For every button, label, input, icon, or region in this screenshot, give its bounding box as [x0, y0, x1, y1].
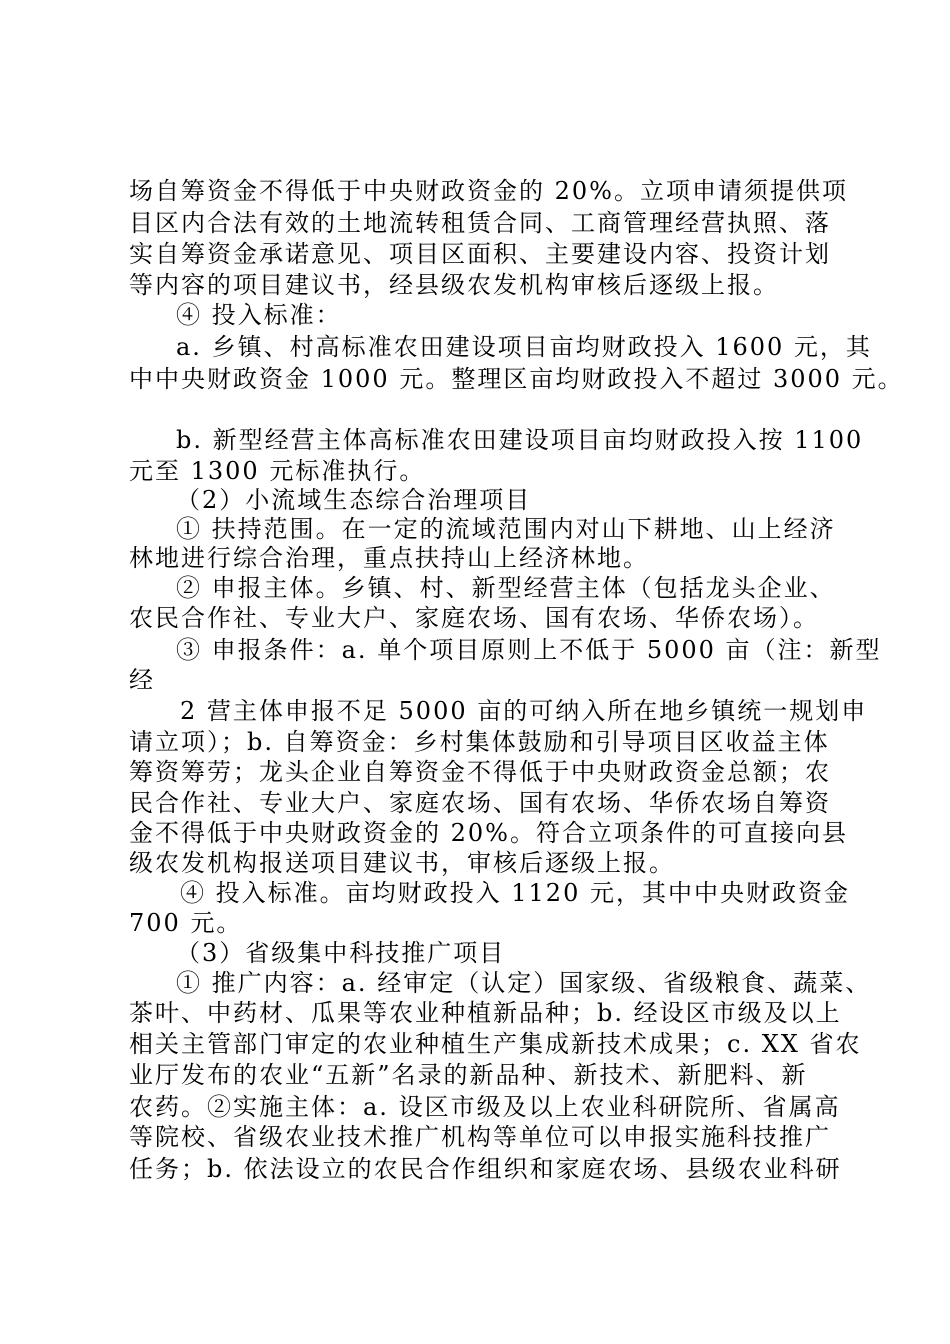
text-line: ④ 投入标准： [176, 301, 342, 329]
text-line: 等院校、省级农业技术推广机构等单位可以申报实施科技推广 [129, 1123, 831, 1151]
text-line: 实自筹资金承诺意见、项目区面积、主要建设内容、投资计划 [129, 240, 831, 268]
text-line: 元至 1300 元标准执行。 [129, 457, 426, 485]
text-line: a. 乡镇、村高标准农田建设项目亩均财政投入 1600 元，其 [176, 333, 872, 361]
text-line: 任务；b. 依法设立的农民合作组织和家庭农场、县级农业科研 [129, 1155, 842, 1183]
text-line: ③ 申报条件：a. 单个项目原则上不低于 5000 亩（注：新型 [176, 636, 882, 664]
text-line: 相关主管部门审定的农业种植生产集成新技术成果；c. XX 省农 [129, 1030, 862, 1058]
text-line: 请立项）；b. 自筹资金：乡村集体鼓励和引导项目区收益主体 [129, 728, 830, 756]
text-line: （3）省级集中科技推广项目 [176, 939, 506, 967]
text-line: 金不得低于中央财政资金的 20%。符合立项条件的可直接向县 [129, 819, 848, 847]
text-line: 林地进行综合治理，重点扶持山上经济林地。 [129, 544, 649, 572]
text-line: 目区内合法有效的土地流转租赁合同、工商管理经营执照、落 [129, 209, 831, 237]
text-line: 农药。②实施主体：a. 设区市级及以上农业科研院所、省属高 [129, 1093, 841, 1121]
text-line: 经 [129, 666, 155, 694]
text-line: 等内容的项目建议书，经县级农发机构审核后逐级上报。 [129, 271, 779, 299]
text-line: （2）小流域生态综合治理项目 [176, 486, 532, 514]
text-line: 700 元。 [129, 909, 243, 937]
text-line: 中中央财政资金 1000 元。整理区亩均财政投入不超过 3000 元。 [129, 365, 904, 393]
text-line: 业厅发布的农业“五新”名录的新品种、新技术、新肥料、新 [129, 1061, 808, 1089]
text-line: 级农发机构报送项目建议书，审核后逐级上报。 [129, 849, 675, 877]
text-line: b. 新型经营主体高标准农田建设项目亩均财政投入按 1100 [176, 426, 864, 454]
text-line: ① 扶持范围。在一定的流域范围内对山下耕地、山上经济 [176, 515, 836, 543]
text-line: ④ 投入标准。亩均财政投入 1120 元，其中中央财政资金 [180, 879, 850, 907]
text-line: ① 推广内容：a. 经审定（认定）国家级、省级粮食、蔬菜、 [176, 969, 872, 997]
text-line: 2 营主体申报不足 5000 亩的可纳入所在地乡镇统一规划申 [180, 697, 868, 725]
text-line: ② 申报主体。乡镇、村、新型经营主体（包括龙头企业、 [176, 574, 836, 602]
text-line: 场自筹资金不得低于中央财政资金的 20%。立项申请须提供项 [129, 177, 848, 205]
text-line: 民合作社、专业大户、家庭农场、国有农场、华侨农场自筹资 [129, 789, 831, 817]
text-line: 筹资筹劳；龙头企业自筹资金不得低于中央财政资金总额；农 [129, 758, 831, 786]
text-line: 茶叶、中药材、瓜果等农业种植新品种；b. 经设区市级及以上 [129, 999, 842, 1027]
text-line: 农民合作社、专业大户、家庭农场、国有农场、华侨农场）。 [129, 604, 819, 632]
